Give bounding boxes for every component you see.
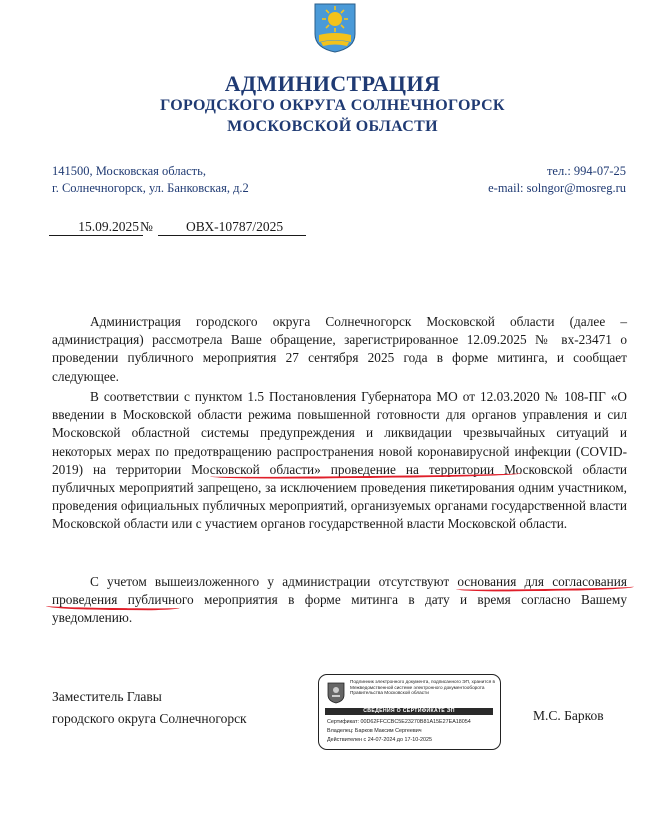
signatory-name: М.С. Барков [533, 708, 604, 723]
stamp-owner: Владелец: Барков Максим Сергеевич [327, 728, 422, 734]
letter-paragraph-3 [52, 573, 627, 628]
registration-date: 15.09.2025 [49, 219, 143, 236]
address-line-1: 141500, Московская область, [52, 164, 206, 178]
stamp-header: СВЕДЕНИЯ О СЕРТИФИКАТЕ ЭП [325, 708, 493, 715]
number-sign: № [140, 219, 153, 234]
email-address: e-mail: solngor@mosreg.ru [488, 181, 626, 195]
electronic-signature-stamp [318, 674, 501, 750]
contact-info [488, 163, 626, 197]
signatory-position [52, 686, 247, 730]
phone-number: тел.: 994-07-25 [546, 164, 626, 178]
stamp-validity: Действителен с 24-07-2024 до 17-10-2025 [327, 737, 433, 743]
postal-address [52, 163, 249, 197]
letter-paragraph-2 [52, 388, 627, 534]
paragraph-text: В соответствии с пунктом 1.5 Постановления Губернатора МО от 12.03.2020 № 108-ПГ «О введении в Московской области режима повышенной готовности для органов управления и сил Московской областной системы предупреждения и ликвидации чрезвычайных ситуаций и некоторых мерах по предотвращению распространения новой коронавирусной инфекции (COVID-2019) на территории Московской области» проведение на территории Московской области публичных мероприятий запрещено, за исключением проведения пикетирования одним участником, проведения официальных публичных мероприятий, организуемых органами государственной власти Московской области или с участием органов государственной власти Московской области. [52, 389, 627, 532]
stamp-certificate: Сертификат: 00D62FFCCBC5E23270B81A15E27EA18054 [327, 719, 471, 725]
stamp-emblem-icon [327, 682, 345, 704]
letter-paragraph-1 [52, 313, 627, 386]
paragraph-text: С учетом вышеизложенного у администрации отсутствуют основания для согласования проведения публичного мероприятия в форме митинга в дату и время согласно Вашему уведомлению. [52, 574, 627, 626]
coat-of-arms-emblem [313, 2, 357, 54]
paragraph-text: Администрация городского округа Солнечногорск Московской области (далее – администрация) рассмотрела Ваше обращение, зарегистрированное 12.09.2025 № вх-23471 о проведении публичного мероприятия 27 сентября 2025 года в форме митинга, и сообщает следующее. [52, 314, 627, 384]
address-line-2: г. Солнечногорск, ул. Банковская, д.2 [52, 181, 249, 195]
position-line-1: Заместитель Главы [52, 689, 162, 704]
stamp-description: Подлинник электронного документа, подписанного ЭП, хранится в Межведомственной системе электронного документооборота Правительства Московской области [350, 679, 496, 696]
org-subtitle-region: МОСКОВСКОЙ ОБЛАСТИ [227, 118, 438, 135]
position-line-2: городского округа Солнечногорск [52, 711, 247, 726]
org-subtitle-district: ГОРОДСКОГО ОКРУГА СОЛНЕЧНОГОРСК [160, 97, 505, 114]
registration-number: ОВХ-10787/2025 [158, 219, 306, 236]
page-title: АДМИНИСТРАЦИЯ [224, 71, 441, 96]
